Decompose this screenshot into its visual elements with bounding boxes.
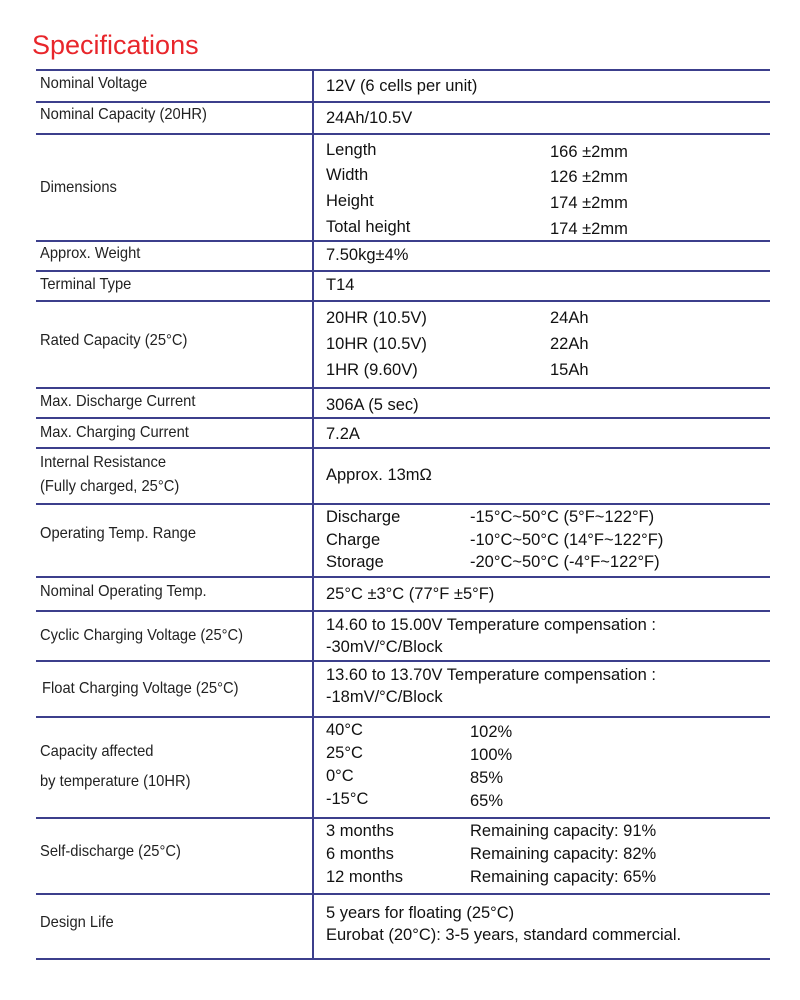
capacity-temp-value: 102% <box>470 723 513 741</box>
table-rule <box>36 716 770 718</box>
capacity-temp-value: 85% <box>470 769 504 787</box>
dimension-value: 166 ±2mm <box>550 143 628 161</box>
row-label-operating-temp: Operating Temp. Range <box>40 525 197 542</box>
table-rule <box>36 133 770 135</box>
capacity-temp-name: -15°C <box>326 790 369 808</box>
operating-temp-name: Storage <box>326 553 384 571</box>
rated-capacity-name: 1HR (9.60V) <box>326 361 418 379</box>
self-discharge-value: Remaining capacity: 65% <box>470 868 657 886</box>
self-discharge-name: 3 months <box>326 822 394 840</box>
self-discharge-name: 12 months <box>326 868 404 886</box>
row-value-terminal: T14 <box>326 276 355 294</box>
dimension-name: Total height <box>326 218 411 236</box>
table-rule <box>36 610 770 612</box>
capacity-temp-value: 65% <box>470 792 504 810</box>
table-rule <box>36 447 770 449</box>
row-value-design-life-line2: Eurobat (20°C): 3-5 years, standard commercial. <box>326 926 682 944</box>
self-discharge-name: 6 months <box>326 845 394 863</box>
table-rule <box>36 387 770 389</box>
operating-temp-name: Charge <box>326 531 381 549</box>
table-rule <box>36 503 770 505</box>
row-value-weight: 7.50kg±4% <box>326 246 409 264</box>
table-rule <box>36 240 770 242</box>
row-value-float-voltage-line1: 13.60 to 13.70V Temperature compensation : <box>326 666 656 684</box>
dimension-value: 174 ±2mm <box>550 194 628 212</box>
row-label-self-discharge: Self-discharge (25°C) <box>40 843 181 860</box>
dimension-name: Width <box>326 166 369 184</box>
row-value-cyclic-voltage-line2: -30mV/°C/Block <box>326 638 443 656</box>
row-label-terminal: Terminal Type <box>40 276 132 293</box>
row-value-nominal-operating-temp: 25°C ±3°C (77°F ±5°F) <box>326 585 495 603</box>
dimension-value: 126 ±2mm <box>550 168 628 186</box>
capacity-temp-value: 100% <box>470 746 513 764</box>
table-rule <box>36 101 770 103</box>
self-discharge-value: Remaining capacity: 82% <box>470 845 657 863</box>
dimension-name: Length <box>326 141 377 159</box>
dimension-name: Height <box>326 192 374 210</box>
row-label-capacity-temp-note: by temperature (10HR) <box>40 773 191 790</box>
page-title: Specifications <box>32 30 199 60</box>
row-value-float-voltage-line2: -18mV/°C/Block <box>326 688 443 706</box>
row-value-internal-resistance: Approx. 13mΩ <box>326 466 432 484</box>
row-label-weight: Approx. Weight <box>40 245 141 262</box>
rated-capacity-name: 10HR (10.5V) <box>326 335 427 353</box>
row-label-max-charging: Max. Charging Current <box>40 424 189 441</box>
capacity-temp-name: 0°C <box>326 767 354 785</box>
row-label-nominal-capacity: Nominal Capacity (20HR) <box>40 106 207 123</box>
rated-capacity-value: 15Ah <box>550 361 589 379</box>
table-rule <box>36 958 770 960</box>
row-value-max-charging: 7.2A <box>326 425 360 443</box>
row-label-float-voltage: Float Charging Voltage (25°C) <box>42 680 239 697</box>
row-label-internal-resistance: Internal Resistance <box>40 454 167 471</box>
row-label-capacity-temp: Capacity affected <box>40 743 154 760</box>
rated-capacity-value: 24Ah <box>550 309 589 327</box>
table-rule <box>36 893 770 895</box>
row-label-cyclic-voltage: Cyclic Charging Voltage (25°C) <box>40 627 244 644</box>
dimension-value: 174 ±2mm <box>550 220 628 238</box>
row-label-design-life: Design Life <box>40 914 114 931</box>
operating-temp-value: -15°C~50°C (5°F~122°F) <box>470 508 655 526</box>
table-rule <box>36 69 770 71</box>
table-rule <box>36 300 770 302</box>
row-label-max-discharge: Max. Discharge Current <box>40 393 196 410</box>
row-label-nominal-voltage: Nominal Voltage <box>40 75 148 92</box>
row-label-internal-resistance-note: (Fully charged, 25°C) <box>40 478 180 495</box>
column-separator <box>312 69 314 959</box>
row-value-nominal-capacity: 24Ah/10.5V <box>326 109 413 127</box>
table-rule <box>36 270 770 272</box>
table-rule <box>36 417 770 419</box>
row-value-design-life-line1: 5 years for floating (25°C) <box>326 904 515 922</box>
row-label-rated-capacity: Rated Capacity (25°C) <box>40 332 188 349</box>
row-value-max-discharge: 306A (5 sec) <box>326 396 419 414</box>
table-rule <box>36 817 770 819</box>
operating-temp-value: -10°C~50°C (14°F~122°F) <box>470 531 664 549</box>
table-rule <box>36 576 770 578</box>
row-label-nominal-operating-temp: Nominal Operating Temp. <box>40 583 207 600</box>
capacity-temp-name: 40°C <box>326 721 363 739</box>
operating-temp-value: -20°C~50°C (-4°F~122°F) <box>470 553 660 571</box>
rated-capacity-name: 20HR (10.5V) <box>326 309 427 327</box>
capacity-temp-name: 25°C <box>326 744 363 762</box>
rated-capacity-value: 22Ah <box>550 335 589 353</box>
row-value-nominal-voltage: 12V (6 cells per unit) <box>326 77 478 95</box>
table-rule <box>36 660 770 662</box>
self-discharge-value: Remaining capacity: 91% <box>470 822 657 840</box>
row-value-cyclic-voltage-line1: 14.60 to 15.00V Temperature compensation : <box>326 616 656 634</box>
operating-temp-name: Discharge <box>326 508 401 526</box>
row-label-dimensions: Dimensions <box>40 179 117 196</box>
